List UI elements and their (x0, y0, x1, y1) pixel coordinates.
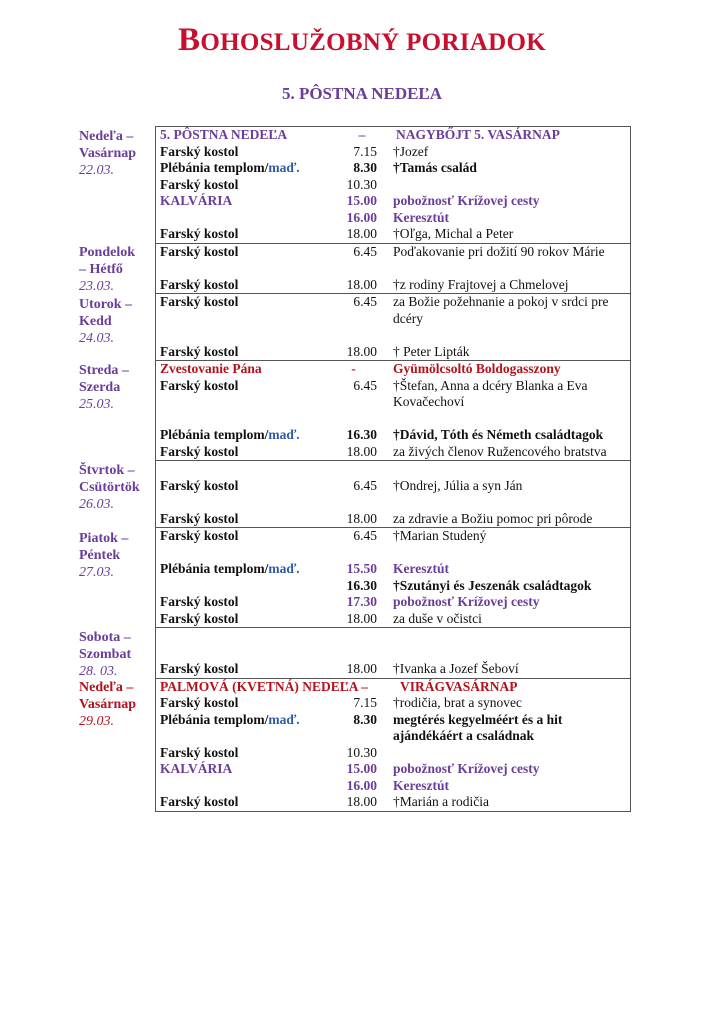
language-tag: maď. (268, 427, 300, 442)
intention: za živých členov Ružencového bratstva (393, 443, 607, 459)
day-sk: Utorok – (79, 297, 133, 312)
intention: †Oľga, Michal a Peter (393, 226, 514, 241)
spacer (156, 628, 630, 645)
day-sk: Streda – (79, 363, 129, 378)
table-row (156, 193, 630, 210)
day-block-friday (156, 527, 630, 627)
schedule-table (155, 126, 631, 812)
time: 8.30 (353, 711, 377, 727)
day-block-tuesday (156, 293, 630, 360)
time: 16.00 (346, 209, 377, 225)
table-row (156, 210, 630, 227)
table-row (156, 661, 630, 678)
place: Farský kostol (160, 744, 239, 760)
place (156, 210, 330, 227)
intention (383, 745, 630, 762)
time: 18.00 (346, 343, 377, 359)
place: Farský kostol (160, 176, 239, 192)
time: 10.30 (346, 744, 377, 760)
day-date: 25.03. (79, 397, 114, 412)
intention: pobožnosť Krížovej cesty (393, 761, 540, 776)
intention: Keresztút (393, 777, 449, 793)
time: 7.15 (353, 695, 377, 710)
place (156, 778, 330, 795)
table-row (156, 344, 630, 361)
liturgical-header (156, 679, 630, 696)
day-label-sunday-1 (79, 128, 155, 179)
day-label-monday (79, 244, 155, 295)
time: 18.00 (346, 226, 377, 241)
day-sk: Štvrtok – (79, 463, 135, 478)
time: 6.45 (353, 294, 377, 309)
day-block-sunday-2 (156, 678, 630, 811)
time: 18.00 (346, 443, 377, 459)
place (156, 712, 330, 745)
day-block-sunday-1 (156, 127, 630, 243)
table-row (156, 427, 630, 444)
table-row (156, 778, 630, 795)
place (156, 578, 330, 595)
place (156, 427, 330, 444)
intention: † Peter Lipták (393, 343, 470, 359)
time: 15.50 (346, 561, 377, 576)
day-hu: Vasárnap (79, 697, 137, 712)
table-row (156, 712, 630, 745)
day-label-sunday-2 (79, 679, 155, 730)
language-tag: maď. (268, 711, 300, 727)
day-label-saturday (79, 629, 155, 680)
header-right: Gyümölcsoltó Boldogasszony (393, 361, 561, 376)
time: 16.30 (346, 577, 377, 593)
time: 10.30 (346, 176, 377, 192)
spacer (156, 461, 630, 478)
day-sk: Piatok – (79, 531, 129, 546)
place: Farský kostol (160, 695, 239, 710)
liturgical-header (156, 361, 630, 378)
time: 6.45 (353, 477, 377, 493)
day-date: 23.03. (79, 279, 114, 294)
day-sk: Nedeľa – (79, 680, 134, 695)
title-initial: B (178, 22, 201, 58)
day-date: 22.03. (79, 163, 114, 178)
day-sk: Nedeľa – (79, 129, 134, 144)
place: Farský kostol (160, 510, 239, 526)
place: Farský kostol (160, 528, 239, 543)
place: Farský kostol (160, 661, 239, 676)
intention: †Dávid, Tóth és Németh családtagok (393, 427, 604, 442)
place (156, 561, 330, 578)
language-tag: maď. (268, 160, 300, 175)
table-row (156, 695, 630, 712)
intention: †Marián a rodičia (393, 794, 489, 809)
table-row (156, 277, 630, 294)
header-left: 5. PÔSTNA NEDEĽA (160, 127, 288, 142)
time: 7.15 (353, 143, 377, 159)
day-label-tuesday (79, 296, 155, 347)
day-hu: Vasárnap (79, 146, 137, 161)
title-rest: OHOSLUŽOBNÝ PORIADOK (200, 29, 546, 56)
intention: pobožnosť Krížovej cesty (393, 193, 540, 208)
table-row (156, 378, 630, 411)
intention: †Marian Studený (393, 528, 487, 543)
place-name: Plébánia templom/ (160, 160, 269, 175)
intention: †Ondrej, Júlia a syn Ján (393, 477, 523, 493)
place-name: Plébánia templom/ (160, 561, 269, 576)
intention: megtérés kegyelméért és a hit ajándékáért a családnak (393, 711, 563, 743)
time: 15.00 (346, 761, 377, 776)
table-row (156, 761, 630, 778)
day-label-friday (79, 530, 155, 581)
place: Farský kostol (160, 443, 239, 459)
header-dash: - (351, 361, 356, 376)
table-row (156, 745, 630, 762)
day-block-wednesday (156, 360, 630, 460)
table-row (156, 561, 630, 578)
day-block-thursday (156, 460, 630, 527)
header-dash: – (358, 127, 366, 142)
day-date: 24.03. (79, 331, 114, 346)
spacer (156, 327, 630, 344)
intention: pobožnosť Krížovej cesty (393, 594, 540, 609)
table-row (156, 578, 630, 595)
intention: Keresztút (393, 209, 449, 225)
spacer (156, 260, 630, 277)
spacer (156, 545, 630, 562)
time: 18.00 (346, 276, 377, 292)
spacer (156, 494, 630, 511)
intention: †rodičia, brat a synovec (393, 695, 522, 710)
table-row (156, 244, 630, 261)
header-right: NAGYBŐJT 5. VASÁRNAP (396, 127, 560, 142)
time: 17.30 (346, 594, 377, 609)
intention: †Štefan, Anna a dcéry Blanka a Eva Kovačechoví (393, 377, 588, 409)
time: 6.45 (353, 528, 377, 543)
place: Farský kostol (160, 226, 239, 241)
day-sk: Pondelok (79, 245, 136, 260)
table-row (156, 511, 630, 528)
day-hu: Péntek (79, 548, 121, 563)
table-row (156, 478, 630, 495)
time: 18.00 (346, 610, 377, 626)
table-row (156, 594, 630, 611)
intention: Keresztút (393, 561, 449, 576)
place-name: Plébánia templom/ (160, 711, 269, 727)
time: 8.30 (353, 160, 377, 175)
place (156, 160, 330, 177)
day-hu: – Hétfő (79, 262, 123, 277)
spacer (156, 645, 630, 662)
intention: †Szutányi és Jeszenák családtagok (393, 577, 592, 593)
place: KALVÁRIA (160, 761, 233, 776)
place: Farský kostol (160, 794, 239, 809)
time: 16.00 (346, 777, 377, 793)
intention: †Jozef (393, 143, 429, 159)
time: 15.00 (346, 193, 377, 208)
place: Farský kostol (160, 610, 239, 626)
intention: †Ivanka a Jozef Šeboví (393, 661, 519, 676)
header-left: Zvestovanie Pána (160, 361, 262, 376)
intention: †Tamás család (393, 160, 477, 175)
subtitle-text: 5. PÔSTNA NEDEĽA (281, 84, 443, 103)
intention (383, 177, 630, 194)
day-date: 28. 03. (79, 664, 118, 679)
intention: za duše v očistci (393, 610, 482, 626)
place: Farský kostol (160, 143, 239, 159)
time: 18.00 (346, 794, 377, 809)
day-date: 27.03. (79, 565, 114, 580)
intention: †z rodiny Frajtovej a Chmelovej (393, 276, 569, 292)
place: Farský kostol (160, 477, 239, 493)
place: Farský kostol (160, 276, 239, 292)
document-title (0, 22, 724, 59)
intention: za zdravie a Božiu pomoc pri pôrode (393, 510, 593, 526)
table-row (156, 794, 630, 811)
document-subtitle (0, 84, 724, 104)
day-date: 29.03. (79, 714, 114, 729)
place: Farský kostol (160, 243, 239, 259)
time: 18.00 (346, 661, 377, 676)
table-row (156, 226, 630, 243)
place: KALVÁRIA (160, 193, 233, 208)
time: 18.00 (346, 510, 377, 526)
place: Farský kostol (160, 594, 239, 609)
intention: Poďakovanie pri dožití 90 rokov Márie (393, 243, 605, 259)
language-tag: maď. (268, 561, 300, 576)
spacer (156, 411, 630, 428)
day-hu: Szombat (79, 647, 132, 662)
place: Farský kostol (160, 343, 239, 359)
place: Farský kostol (160, 294, 239, 309)
day-hu: Kedd (79, 314, 112, 329)
time: 6.45 (353, 377, 377, 393)
day-label-thursday (79, 462, 155, 513)
day-hu: Csütörtök (79, 480, 140, 495)
day-date: 26.03. (79, 497, 114, 512)
day-block-monday (156, 243, 630, 294)
table-row (156, 611, 630, 628)
day-block-saturday (156, 627, 630, 678)
intention: za Božie požehnanie a pokoj v srdci pre dcéry (393, 294, 609, 326)
liturgical-header (156, 127, 630, 144)
table-row (156, 144, 630, 161)
day-hu: Szerda (79, 380, 121, 395)
time: 6.45 (353, 243, 377, 259)
place-name: Plébánia templom/ (160, 427, 269, 442)
time: 16.30 (346, 427, 377, 442)
table-row (156, 528, 630, 545)
table-row (156, 444, 630, 461)
table-row (156, 294, 630, 327)
day-sk: Sobota – (79, 630, 131, 645)
header-left: PALMOVÁ (KVETNÁ) NEDEĽA – (160, 678, 368, 694)
place: Farský kostol (160, 377, 239, 393)
table-row (156, 177, 630, 194)
day-label-wednesday (79, 362, 155, 413)
table-row (156, 160, 630, 177)
header-right: VIRÁGVASÁRNAP (400, 678, 518, 694)
